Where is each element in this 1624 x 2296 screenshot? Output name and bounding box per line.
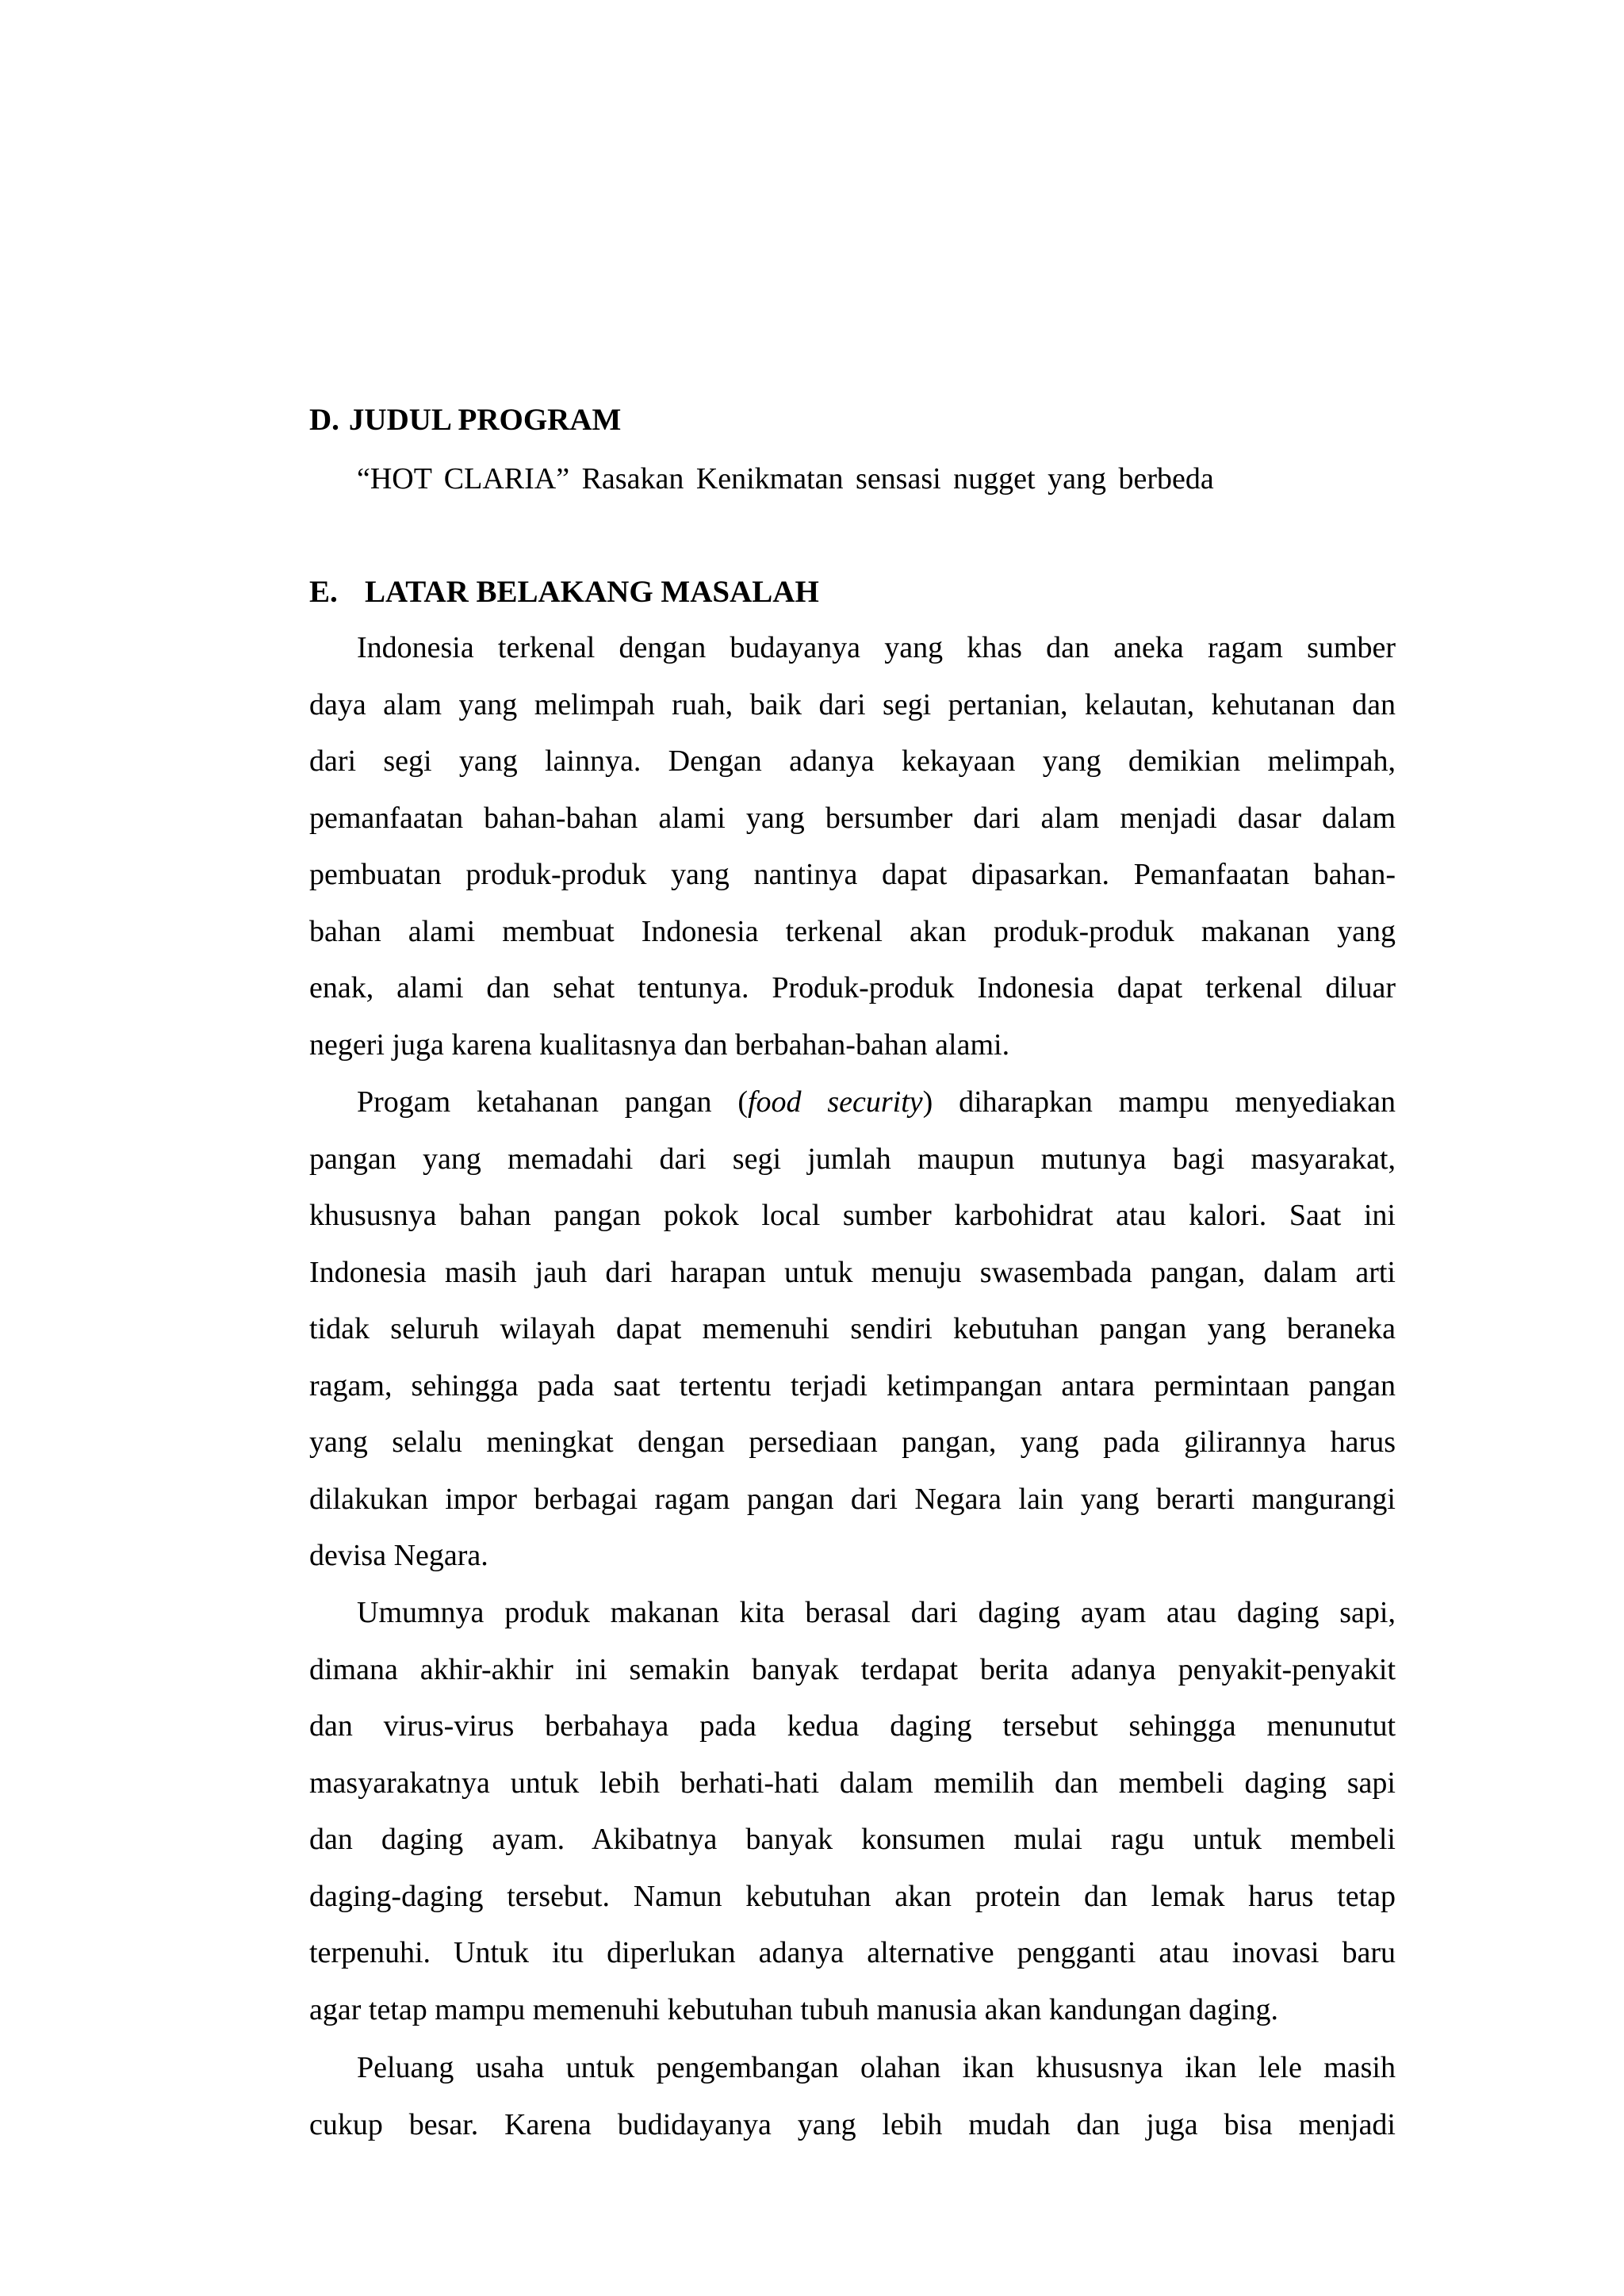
paragraph-line: terpenuhi. Untuk itu diperlukan adanya alternative pengganti atau inovasi baru <box>309 1936 1396 1969</box>
paragraph-line: daya alam yang melimpah ruah, baik dari segi pertanian, kelautan, kehutanan dan <box>309 687 1396 721</box>
paragraph-line: masyarakatnya untuk lebih berhati-hati dalam memilih dan membeli daging sapi <box>309 1766 1396 1800</box>
paragraph-line: daging-daging tersebut. Namun kebutuhan akan protein dan lemak harus tetap <box>309 1879 1396 1913</box>
paragraph-3 <box>309 1585 1396 2038</box>
paragraph-line: dan virus-virus berbahaya pada kedua daging tersebut sehingga menunutut <box>309 1709 1396 1743</box>
paragraph-line: Indonesia terkenal dengan budayanya yang khas dan aneka ragam sumber <box>357 631 1396 664</box>
paragraph-2 <box>309 1074 1396 1585</box>
paragraph-line: ragam, sehingga pada saat tertentu terjadi ketimpangan antara permintaan pangan <box>309 1368 1396 1402</box>
paragraph-line: dilakukan impor berbagai ragam pangan dari Negara lain yang berarti mangurangi <box>309 1482 1396 1516</box>
paragraph-1 <box>309 620 1396 1073</box>
section-e-number: E. <box>309 575 338 609</box>
paragraph-line: dimana akhir-akhir ini semakin banyak terdapat berita adanya penyakit-penyakit <box>309 1652 1396 1686</box>
paragraph-line: khususnya bahan pangan pokok local sumber karbohidrat atau kalori. Saat ini <box>309 1199 1396 1232</box>
paragraph-line: Peluang usaha untuk pengembangan olahan ikan khususnya ikan lele masih <box>357 2051 1396 2084</box>
paragraph-line: Umumnya produk makanan kita berasal dari daging ayam atau daging sapi, <box>357 1596 1396 1629</box>
paragraph-line: pembuatan produk-produk yang nantinya dapat dipasarkan. Pemanfaatan bahan- <box>309 858 1396 891</box>
section-e-title: LATAR BELAKANG MASALAH <box>365 575 819 609</box>
paragraph-text: ) diharapkan mampu menyediakan <box>922 1085 1396 1119</box>
paragraph-line: pemanfaatan bahan-bahan alami yang bersumber dari alam menjadi dasar dalam <box>309 801 1396 835</box>
paragraph-4 <box>309 2040 1396 2153</box>
section-d-number: D. <box>309 403 339 437</box>
paragraph-line: cukup besar. Karena budidayanya yang lebih mudah dan juga bisa menjadi <box>309 2107 1396 2141</box>
paragraph-line: negeri juga karena kualitasnya dan berbahan-bahan alami. <box>309 1027 1010 1062</box>
paragraph-line: tidak seluruh wilayah dapat memenuhi sendiri kebutuhan pangan yang beraneka <box>309 1312 1396 1345</box>
paragraph-line: yang selalu meningkat dengan persediaan pangan, yang pada gilirannya harus <box>309 1425 1396 1459</box>
paragraph-line: bahan alami membuat Indonesia terkenal akan produk-produk makanan yang <box>309 914 1396 948</box>
paragraph-line: pangan yang memadahi dari segi jumlah maupun mutunya bagi masyarakat, <box>309 1142 1396 1176</box>
paragraph-line: agar tetap mampu memenuhi kebutuhan tubuh manusia akan kandungan daging. <box>309 1992 1278 2026</box>
paragraph-text: Progam ketahanan pangan ( <box>357 1085 748 1119</box>
section-e-heading <box>309 576 819 607</box>
section-d-heading <box>309 404 621 435</box>
paragraph-line: dari segi yang lainnya. Dengan adanya kekayaan yang demikian melimpah, <box>309 744 1396 778</box>
paragraph-line: devisa Negara. <box>309 1539 488 1572</box>
paragraph-line: Indonesia masih jauh dari harapan untuk menuju swasembada pangan, dalam arti <box>309 1255 1396 1289</box>
paragraph-line-with-italic <box>309 1074 1396 1131</box>
paragraph-line: dan daging ayam. Akibatnya banyak konsumen mulai ragu untuk membeli <box>309 1823 1396 1856</box>
paragraph-line: enak, alami dan sehat tentunya. Produk-produk Indonesia dapat terkenal diluar <box>309 971 1396 1004</box>
section-d-title: JUDUL PROGRAM <box>348 403 622 437</box>
program-title: “HOT CLARIA” Rasakan Kenikmatan sensasi nugget yang berbeda <box>357 462 1214 496</box>
italic-term-food-security: food security <box>747 1085 923 1119</box>
